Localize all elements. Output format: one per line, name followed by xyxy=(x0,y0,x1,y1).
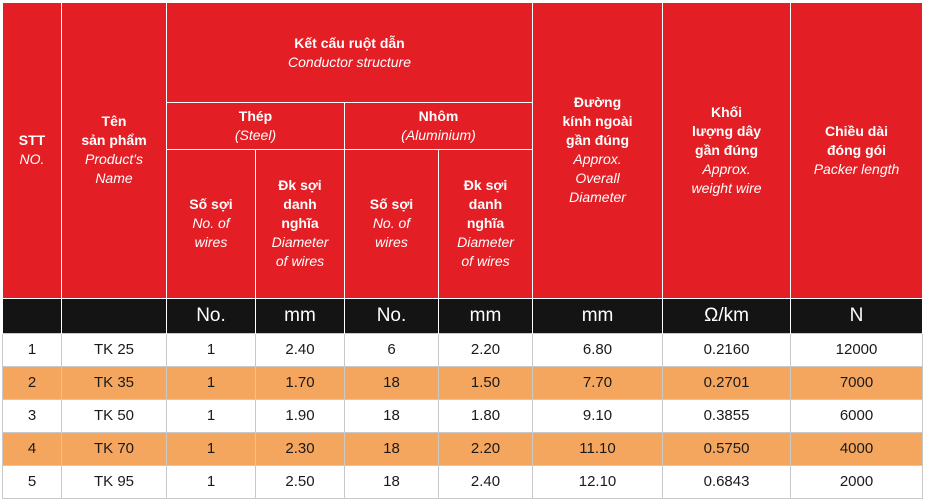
header-steel-diam-en-line2: of wires xyxy=(275,253,325,270)
cell-weight: 0.2701 xyxy=(663,366,791,399)
unit-cell: mm xyxy=(439,298,533,333)
cell-al-count: 18 xyxy=(345,465,439,498)
header-weight-vi-line1: Khối xyxy=(710,103,743,120)
cell-overall-diameter: 7.70 xyxy=(533,366,663,399)
cell-stt: 4 xyxy=(3,432,62,465)
unit-cell: No. xyxy=(167,298,256,333)
header-steel-diam-vi-line1: Đk sợi xyxy=(278,177,322,194)
header-diameter-vi-line2: kính ngoài xyxy=(562,113,633,130)
header-stt-en: NO. xyxy=(19,151,45,168)
header-aluminium xyxy=(345,103,533,150)
header-stt-vi: STT xyxy=(18,132,46,149)
unit-cell xyxy=(62,298,167,333)
header-steel-wire-diameter xyxy=(256,150,345,298)
cell-steel-diameter: 1.70 xyxy=(256,366,345,399)
cell-stt: 2 xyxy=(3,366,62,399)
cell-product: TK 50 xyxy=(62,399,167,432)
cell-length: 7000 xyxy=(791,366,923,399)
cell-steel-diameter: 2.40 xyxy=(256,333,345,366)
header-length-vi-line2: đóng gói xyxy=(826,141,887,158)
header-al-diam-en-line2: of wires xyxy=(461,253,510,270)
cell-length: 4000 xyxy=(791,432,923,465)
header-steel-count-en-line1: No. of xyxy=(192,215,230,232)
cell-length: 2000 xyxy=(791,465,923,498)
table-row xyxy=(3,465,923,498)
cell-overall-diameter: 12.10 xyxy=(533,465,663,498)
cable-spec-table xyxy=(2,2,923,499)
header-steel-diam-en-line1: Diameter xyxy=(271,234,329,251)
header-diameter-en-line1: Approx. xyxy=(573,151,622,168)
cell-length: 12000 xyxy=(791,333,923,366)
header-al-diam-en-line1: Diameter xyxy=(457,234,514,251)
unit-cell: mm xyxy=(256,298,345,333)
cell-weight: 0.6843 xyxy=(663,465,791,498)
cell-stt: 1 xyxy=(3,333,62,366)
header-steel-count-en-line2: wires xyxy=(194,234,228,251)
cell-product: TK 70 xyxy=(62,432,167,465)
cell-overall-diameter: 11.10 xyxy=(533,432,663,465)
header-weight xyxy=(663,3,791,299)
cell-al-diameter: 2.20 xyxy=(439,432,533,465)
header-al-diam-vi-line1: Đk sợi xyxy=(463,177,508,194)
header-aluminium-vi: Nhôm xyxy=(418,108,459,125)
header-aluminium-en: (Aluminium) xyxy=(401,127,476,144)
header-name-vi-line2: sản phẩm xyxy=(81,132,147,149)
header-length-en: Packer length xyxy=(813,160,900,177)
cell-al-count: 18 xyxy=(345,366,439,399)
cell-steel-count: 1 xyxy=(167,465,256,498)
header-steel-count-vi: Số sợi xyxy=(189,196,233,213)
header-steel-vi: Thép xyxy=(238,108,273,125)
unit-cell: mm xyxy=(533,298,663,333)
header-steel-wire-count xyxy=(167,150,256,298)
header-weight-en-line1: Approx. xyxy=(702,160,751,177)
cell-steel-diameter: 2.30 xyxy=(256,432,345,465)
header-diameter-vi-line1: Đường xyxy=(573,94,622,111)
table-row xyxy=(3,432,923,465)
cell-overall-diameter: 6.80 xyxy=(533,333,663,366)
cell-al-count: 18 xyxy=(345,399,439,432)
table-row xyxy=(3,333,923,366)
header-stt xyxy=(3,3,62,299)
cell-steel-count: 1 xyxy=(167,399,256,432)
cell-weight: 0.2160 xyxy=(663,333,791,366)
table-row xyxy=(3,366,923,399)
cell-al-diameter: 2.40 xyxy=(439,465,533,498)
header-al-count-vi: Số sợi xyxy=(369,196,414,213)
cell-al-diameter: 1.50 xyxy=(439,366,533,399)
cell-weight: 0.5750 xyxy=(663,432,791,465)
header-name-vi-line1: Tên xyxy=(101,113,127,130)
header-product-name xyxy=(62,3,167,299)
cell-steel-diameter: 1.90 xyxy=(256,399,345,432)
header-diameter-en-line3: Diameter xyxy=(569,189,626,206)
header-diameter-en-line2: Overall xyxy=(575,170,620,187)
cell-product: TK 35 xyxy=(62,366,167,399)
header-name-en-line2: Name xyxy=(95,170,133,187)
header-name-en-line1: Product's xyxy=(85,151,143,168)
unit-cell: Ω/km xyxy=(663,298,791,333)
cell-al-diameter: 2.20 xyxy=(439,333,533,366)
header-steel xyxy=(167,103,345,150)
header-length-vi-line1: Chiều dài xyxy=(825,122,889,139)
header-overall-diameter xyxy=(533,3,663,299)
header-aluminium-wire-count xyxy=(345,150,439,298)
header-steel-diam-vi-line3: nghĩa xyxy=(281,215,319,232)
cell-steel-count: 1 xyxy=(167,366,256,399)
unit-cell xyxy=(3,298,62,333)
cell-stt: 5 xyxy=(3,465,62,498)
header-weight-vi-line2: lượng dây xyxy=(691,122,762,139)
cell-steel-count: 1 xyxy=(167,432,256,465)
header-weight-vi-line3: gần đúng xyxy=(695,141,759,158)
cell-steel-count: 1 xyxy=(167,333,256,366)
header-al-diam-vi-line2: danh xyxy=(468,196,503,213)
cell-al-count: 18 xyxy=(345,432,439,465)
header-al-count-en-line1: No. of xyxy=(372,215,411,232)
header-packer-length xyxy=(791,3,923,299)
header-conductor-structure xyxy=(167,3,533,103)
header-aluminium-wire-diameter xyxy=(439,150,533,298)
header-conductor-vi: Kết cấu ruột dẫn xyxy=(294,34,405,51)
header-conductor-en: Conductor structure xyxy=(288,53,411,70)
cell-steel-diameter: 2.50 xyxy=(256,465,345,498)
unit-cell: No. xyxy=(345,298,439,333)
header-al-diam-vi-line3: nghĩa xyxy=(466,215,505,232)
cell-length: 6000 xyxy=(791,399,923,432)
header-steel-en: (Steel) xyxy=(234,127,277,144)
cell-al-diameter: 1.80 xyxy=(439,399,533,432)
units-row xyxy=(3,298,923,333)
table-row xyxy=(3,399,923,432)
header-diameter-vi-line3: gần đúng xyxy=(566,132,630,149)
cell-al-count: 6 xyxy=(345,333,439,366)
header-weight-en-line2: weight wire xyxy=(691,179,762,196)
header-steel-diam-vi-line2: danh xyxy=(283,196,317,213)
cell-stt: 3 xyxy=(3,399,62,432)
cell-overall-diameter: 9.10 xyxy=(533,399,663,432)
unit-cell: N xyxy=(791,298,923,333)
cell-product: TK 95 xyxy=(62,465,167,498)
cell-product: TK 25 xyxy=(62,333,167,366)
header-al-count-en-line2: wires xyxy=(375,234,408,251)
cell-weight: 0.3855 xyxy=(663,399,791,432)
